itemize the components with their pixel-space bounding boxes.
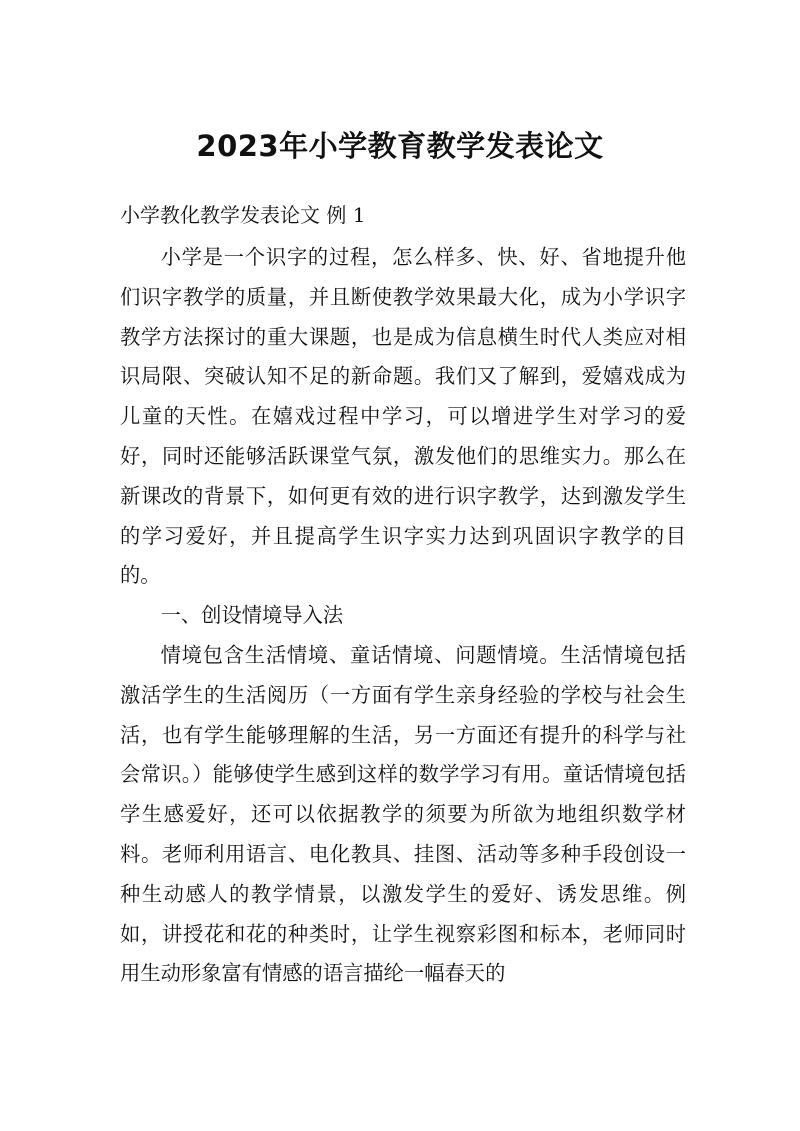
paragraph-situation: 情境包含生活情境、童话情境、问题情境。生活情境包括激活学生的生活阅历（一方面有学生亲身经验的学校与社会生活，也有学生能够理解的生活，另一方面还有提升的科学与社会常识。）能够使学生感到这样的数学学习有用。童话情境包括学生感爱好，还可以依据教学的须要为所欲为地组织数学材料。老师利用语言、电化教具、挂图、活动等多种手段创设一种生动感人的教学情景，以激发学生的爱好、诱发思维。例如，讲授花和花的种类时，让学生视察彩图和标本，老师同时用生动形象富有情感的语言描纶一幅春天的	[120, 642, 686, 986]
document-subtitle: 小学教化教学发表论文 例 1	[120, 203, 366, 227]
document-body	[120, 238, 686, 994]
document-title: 2023年小学教育教学发表论文	[196, 129, 604, 163]
paragraph-intro: 小学是一个识字的过程，怎么样多、快、好、省地提升他们识字教学的质量，并且断使教学效果最大化，成为小学识字教学方法探讨的重大课题，也是成为信息横生时代人类应对相识局限、突破认知不足的新命题。我们又了解到，爱嬉戏成为儿童的天性。在嬉戏过程中学习，可以增进学生对学习的爱好，同时还能够活跃课堂气氛，激发他们的思维实力。那么在新课改的背景下，如何更有效的进行识字教学，达到激发学生的学习爱好，并且提高学生识字实力达到巩固识字教学的目的。	[120, 245, 686, 588]
section-heading: 一、创设情境导入法	[160, 603, 344, 628]
